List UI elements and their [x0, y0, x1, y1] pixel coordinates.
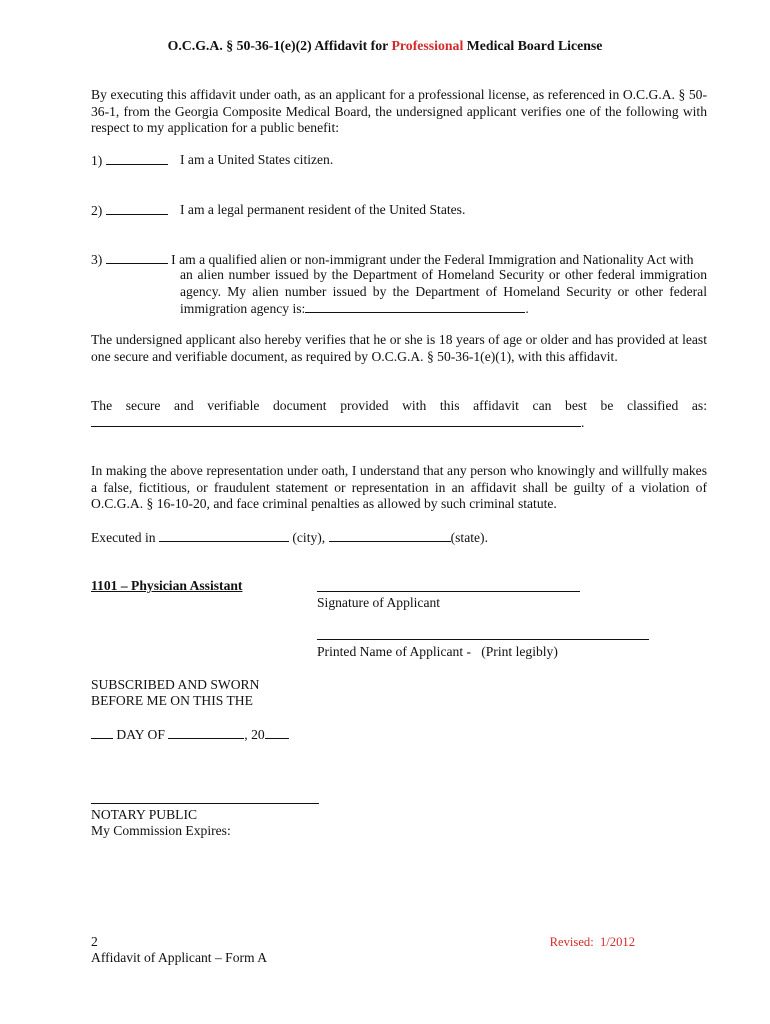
alien-number-blank[interactable] [305, 300, 525, 313]
option-2-number: 2) [91, 203, 103, 218]
document-line-row [91, 414, 584, 432]
state-label: (state). [450, 530, 488, 545]
intro-paragraph: By executing this affidavit under oath, as an applicant for a professional license, as referenced in O.C.G.A. § 50-36-1, from the Georgia Composite Medical Board, the undersigned applicant verifies one of the following with respect to my application for a public benefit: [91, 87, 707, 135]
day-row [91, 726, 289, 744]
age-statement: The undersigned applicant also hereby verifies that he or she is 18 years of age or older and has provided at least one secure and verifiable document, as required by O.C.G.A. § 50-36-1(e)(1), with this affidavit. [91, 332, 707, 364]
commission-expires: My Commission Expires: [91, 823, 231, 838]
option-2-blank[interactable] [106, 202, 168, 215]
option-1-blank[interactable] [106, 152, 168, 165]
sworn-line-2: BEFORE ME ON THIS THE [91, 693, 253, 708]
license-type: 1101 – Physician Assistant [91, 578, 243, 593]
printed-name-line[interactable] [317, 639, 649, 640]
city-label: (city), [292, 530, 326, 545]
month-blank[interactable] [168, 726, 244, 739]
page-title [0, 38, 770, 55]
year-prefix: , 20 [244, 727, 265, 742]
option-3-text-end: . [525, 301, 529, 316]
sworn-line-1: SUBSCRIBED AND SWORN [91, 677, 260, 692]
option-2-row [91, 202, 168, 220]
signature-label: Signature of Applicant [317, 595, 441, 610]
option-1-text: I am a United States citizen. [180, 152, 334, 167]
document-type-blank[interactable] [91, 414, 581, 427]
day-blank[interactable] [91, 726, 113, 739]
executed-row [91, 529, 488, 547]
option-1-row [91, 152, 168, 170]
state-blank[interactable] [329, 529, 451, 542]
page-number: 2 [91, 934, 98, 949]
title-suffix: Medical Board License [463, 38, 603, 53]
executed-prefix: Executed in [91, 530, 156, 545]
notary-signature-line[interactable] [91, 803, 319, 804]
revised-date: Revised: 1/2012 [549, 935, 635, 949]
printed-name-label: Printed Name of Applicant - (Print legibly) [317, 644, 558, 659]
form-name: Affidavit of Applicant – Form A [91, 950, 268, 965]
option-3-blank[interactable] [106, 251, 168, 264]
option-3-text-rest-body: an alien number issued by the Department of Homeland Security or other federal immigration agency. My alien number issued by the Department of Homeland Security or other federal immigration agency is: [180, 267, 707, 316]
option-1-number: 1) [91, 153, 103, 168]
city-blank[interactable] [159, 529, 289, 542]
option-3-number: 3) [91, 252, 103, 267]
penalty-statement: In making the above representation under oath, I understand that any person who knowingly and willfully makes a false, fictitious, or fraudulent statement or representation in an affidavit shall be guilty of a violation of O.C.G.A. § 16-10-20, and face criminal penalties as allowed by such criminal statute. [91, 463, 707, 511]
option-3-text-first: I am a qualified alien or non-immigrant under the Federal Immigration and Nationality Act with [171, 252, 694, 267]
document-end: . [581, 415, 585, 430]
title-prefix: O.C.G.A. § 50-36-1(e)(2) Affidavit for [167, 38, 392, 53]
option-3-text-rest [180, 267, 707, 318]
year-blank[interactable] [265, 726, 289, 739]
notary-title: NOTARY PUBLIC [91, 807, 198, 822]
signature-line[interactable] [317, 591, 580, 592]
title-highlight: Professional [391, 38, 464, 53]
document-statement: The secure and verifiable document provided with this affidavit can best be classified as: [91, 398, 707, 413]
day-of-label: DAY OF [116, 727, 165, 742]
option-3-row [91, 251, 707, 269]
option-2-text: I am a legal permanent resident of the United States. [180, 202, 466, 217]
